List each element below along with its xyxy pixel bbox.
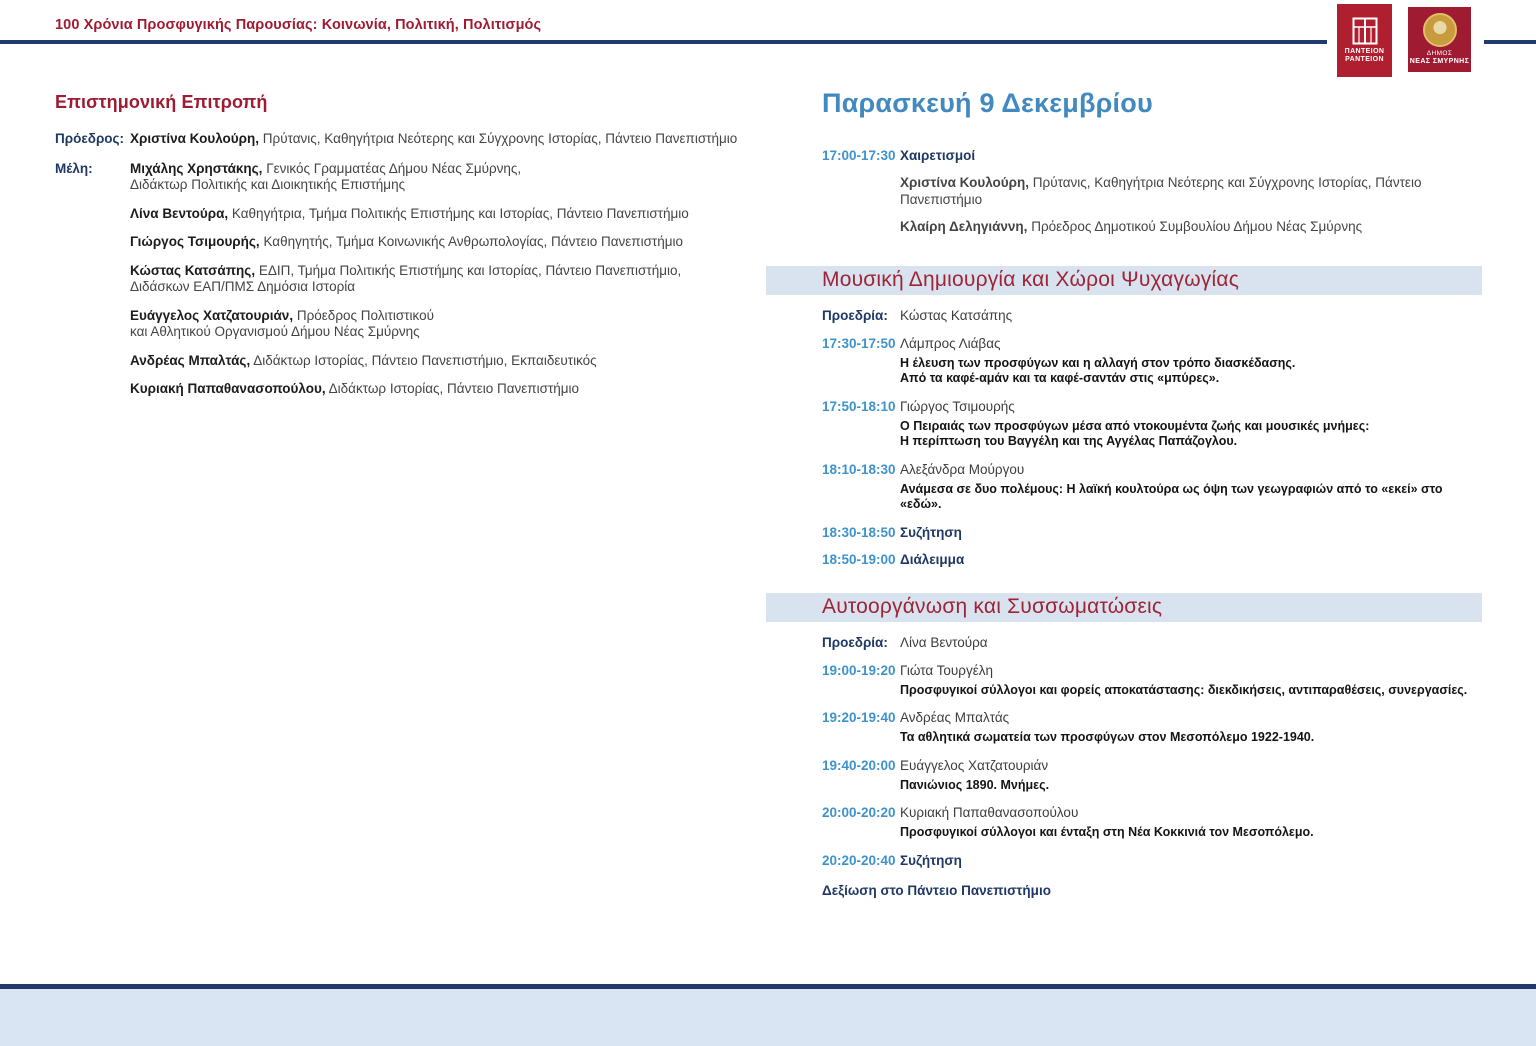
break-label: Διάλειμμα bbox=[900, 551, 965, 567]
slot-time: 17:50-18:10 bbox=[822, 398, 896, 414]
day-title: Παρασκευή 9 Δεκεμβρίου bbox=[822, 88, 1153, 118]
header-rule-right bbox=[1484, 40, 1536, 44]
speaker-name: Κλαίρη Δεληγιάννη, bbox=[900, 219, 1028, 234]
talk-slot bbox=[766, 336, 1482, 387]
reception-note: Δεξίωση στο Πάντειο Πανεπιστήμιο bbox=[822, 882, 1051, 898]
nea-smyrni-seal-icon bbox=[1423, 13, 1457, 47]
slot-time: 19:00-19:20 bbox=[822, 662, 896, 678]
talk-slot bbox=[766, 462, 1482, 513]
chair-label: Προεδρία: bbox=[822, 634, 888, 650]
member-desc: Διδάκτωρ Ιστορίας, Πάντειο Πανεπιστήμιο, Εκπαιδευτικός bbox=[253, 352, 597, 368]
slot-time: 19:40-20:00 bbox=[822, 757, 896, 773]
talk-title-line: Από τα καφέ-αμάν και τα καφέ-σαντάν στις «μπύρες». bbox=[900, 371, 1220, 385]
member-name: Ευάγγελος Χατζατουριάν, bbox=[130, 307, 294, 323]
talk-slot bbox=[766, 663, 1482, 699]
members-label: Μέλη: bbox=[55, 160, 93, 176]
chair-row bbox=[766, 308, 1482, 324]
committee-title: Επιστημονική Επιτροπή bbox=[55, 92, 268, 112]
header-rule-left bbox=[0, 40, 1327, 44]
member-name: Κυριακή Παπαθανασοπούλου, bbox=[130, 381, 326, 396]
session-title: Αυτοοργάνωση και Συσσωματώσεις bbox=[822, 595, 1163, 618]
discussion-slot bbox=[766, 525, 1482, 540]
talk-title-line: Προσφυγικοί σύλλογοι και φορείς αποκατάστασης: διεκδικήσεις, αντιπαραθέσεις, συνεργασίες. bbox=[900, 682, 1468, 697]
nea-smyrni-municipality-logo bbox=[1408, 7, 1471, 72]
nea-smyrni-logo-text bbox=[1410, 50, 1469, 66]
discussion-slot bbox=[766, 853, 1482, 868]
talk-speaker: Ευάγγελος Χατζατουριάν bbox=[900, 757, 1049, 773]
session-title: Μουσική Δημιουργία και Χώροι Ψυχαγωγίας bbox=[822, 268, 1240, 291]
president-name: Χριστίνα Κουλούρη, bbox=[130, 131, 260, 146]
members-list bbox=[130, 161, 689, 410]
talk-title-line: Πανιώνιος 1890. Μνήμες. bbox=[900, 777, 1050, 792]
slot-time: 20:20-20:40 bbox=[822, 852, 896, 868]
president-desc: Πρύτανις, Καθηγήτρια Νεότερης και Σύγχρονης Ιστορίας, Πάντειο Πανεπιστήμιο bbox=[262, 131, 738, 146]
chair-name: Κώστας Κατσάπης bbox=[900, 307, 1013, 323]
slot-time: 18:10-18:30 bbox=[822, 461, 896, 477]
talk-title-line: Προσφυγικοί σύλλογοι και ένταξη στη Νέα Κοκκινιά τον Μεσοπόλεμο. bbox=[900, 825, 1314, 839]
chair-label: Προεδρία: bbox=[822, 307, 888, 323]
talk-speaker: Γιώτα Τουργέλη bbox=[900, 662, 994, 678]
committee-member bbox=[130, 234, 689, 251]
committee-members-row bbox=[55, 161, 755, 410]
talk-slot bbox=[766, 399, 1482, 450]
opening-title: Χαιρετισμοί bbox=[900, 148, 976, 163]
member-desc: Διδάκτωρ Ιστορίας, Πάντειο Πανεπιστήμιο bbox=[328, 381, 580, 396]
chair-row bbox=[766, 635, 1482, 651]
member-desc: Καθηγητής, Τμήμα Κοινωνικής Ανθρωπολογίας, Πάντειο Πανεπιστήμιο bbox=[263, 234, 684, 249]
scientific-committee-section bbox=[55, 92, 755, 423]
panteion-logo-text bbox=[1345, 48, 1385, 64]
member-name: Κώστας Κατσάπης, bbox=[130, 262, 256, 278]
discussion-label: Συζήτηση bbox=[900, 524, 962, 540]
member-desc-line2: και Αθλητικού Οργανισμού Δήμου Νέας Σμύρνης bbox=[130, 324, 420, 339]
member-desc: ΕΔΙΠ, Τμήμα Πολιτικής Επιστήμης και Ιστορίας, Πάντειο Πανεπιστήμιο, bbox=[258, 262, 682, 278]
nea-smyrni-logo-line1: ΔΗΜΟΣ bbox=[1426, 50, 1453, 57]
member-desc: Γενικός Γραμματέας Δήμου Νέας Σμύρνης, bbox=[266, 160, 522, 176]
committee-president-row bbox=[55, 131, 755, 148]
talk-title-line: Ανάμεσα σε δυο πολέμους: Η λαϊκή κουλτούρα ως όψη των γεωγραφιών από το «εκεί» στο «εδώ». bbox=[900, 481, 1443, 511]
slot-time: 18:50-19:00 bbox=[822, 551, 896, 567]
president-entry bbox=[130, 131, 755, 148]
talk-title-line: Τα αθλητικά σωματεία των προσφύγων στον Μεσοπόλεμο 1922-1940. bbox=[900, 730, 1315, 744]
talk-slot bbox=[766, 758, 1482, 794]
talk-slot bbox=[766, 710, 1482, 746]
member-name: Λίνα Βεντούρα, bbox=[130, 205, 229, 221]
talk-speaker: Ανδρέας Μπαλτάς bbox=[900, 710, 1010, 725]
member-desc: Καθηγήτρια, Τμήμα Πολιτικής Επιστήμης και Ιστορίας, Πάντειο Πανεπιστήμιο bbox=[231, 205, 689, 221]
committee-member bbox=[130, 161, 689, 194]
committee-member bbox=[130, 206, 689, 223]
break-slot bbox=[766, 552, 1482, 567]
committee-member bbox=[130, 263, 689, 296]
session-banner bbox=[766, 593, 1482, 622]
opening-speaker bbox=[900, 175, 1482, 208]
member-desc-line2: Διδάσκων ΕΑΠ/ΠΜΣ Δημόσια Ιστορία bbox=[130, 279, 356, 294]
committee-member bbox=[130, 353, 689, 370]
panteion-logo-line2: PANTEION bbox=[1345, 56, 1384, 63]
talk-speaker: Κυριακή Παπαθανασοπούλου bbox=[900, 805, 1079, 820]
talk-speaker: Γιώργος Τσιμουρής bbox=[900, 398, 1015, 414]
speaker-name: Χριστίνα Κουλούρη, bbox=[900, 175, 1030, 190]
opening-speakers bbox=[766, 175, 1482, 236]
talk-title-line: Ο Πειραιάς των προσφύγων μέσα από ντοκουμέντα ζωής και μουσικές μνήμες: bbox=[900, 418, 1370, 433]
slot-time: 20:00-20:20 bbox=[822, 805, 896, 820]
member-desc-line2: Διδάκτωρ Πολιτικής και Διοικητικής Επιστήμης bbox=[130, 177, 406, 192]
slot-time: 17:30-17:50 bbox=[822, 335, 896, 351]
panteion-university-logo bbox=[1337, 4, 1392, 77]
footer-band bbox=[0, 989, 1536, 1046]
talk-title-line: Η περίπτωση του Βαγγέλη και της Αγγέλας Παπάζογλου. bbox=[900, 434, 1238, 448]
opening-speaker bbox=[900, 219, 1482, 236]
committee-member bbox=[130, 308, 689, 341]
talk-speaker: Αλεξάνδρα Μούργου bbox=[900, 461, 1025, 477]
committee-member bbox=[130, 381, 689, 398]
member-name: Μιχάλης Χρηστάκης, bbox=[130, 160, 263, 176]
session-banner bbox=[766, 266, 1482, 295]
speaker-desc: Πρόεδρος Δημοτικού Συμβουλίου Δήμου Νέας Σμύρνης bbox=[1031, 219, 1363, 234]
talk-speaker: Λάμπρος Λιάβας bbox=[900, 335, 1001, 351]
slot-time: 17:00-17:30 bbox=[822, 148, 896, 163]
president-label: Πρόεδρος: bbox=[55, 131, 125, 146]
member-name: Γιώργος Τσιμουρής, bbox=[130, 234, 260, 249]
panteion-logo-line1: ΠΑΝΤΕΙΟΝ bbox=[1344, 48, 1385, 55]
speaker-desc: Πρύτανις, Καθηγήτρια Νεότερης και Σύγχρονης Ιστορίας, Πάντειο Πανεπιστήμιο bbox=[900, 175, 1422, 207]
member-name: Ανδρέας Μπαλτάς, bbox=[130, 352, 251, 368]
talk-slot bbox=[766, 805, 1482, 841]
slot-time: 18:30-18:50 bbox=[822, 524, 896, 540]
talk-title-line: Η έλευση των προσφύγων και η αλλαγή στον τρόπο διασκέδασης. bbox=[900, 355, 1296, 370]
program-section bbox=[766, 88, 1482, 898]
nea-smyrni-logo-line2: ΝΕΑΣ ΣΜΥΡΝΗΣ bbox=[1409, 58, 1470, 65]
chair-name: Λίνα Βεντούρα bbox=[900, 634, 988, 650]
slot-time: 19:20-19:40 bbox=[822, 710, 896, 725]
panteion-crest-icon bbox=[1352, 17, 1378, 45]
document-title: 100 Χρόνια Προσφυγικής Παρουσίας: Κοινωνία, Πολιτική, Πολιτισμός bbox=[55, 17, 542, 33]
member-desc: Πρόεδρος Πολιτιστικού bbox=[296, 307, 434, 323]
discussion-label: Συζήτηση bbox=[900, 852, 962, 868]
opening-slot bbox=[766, 148, 1482, 163]
